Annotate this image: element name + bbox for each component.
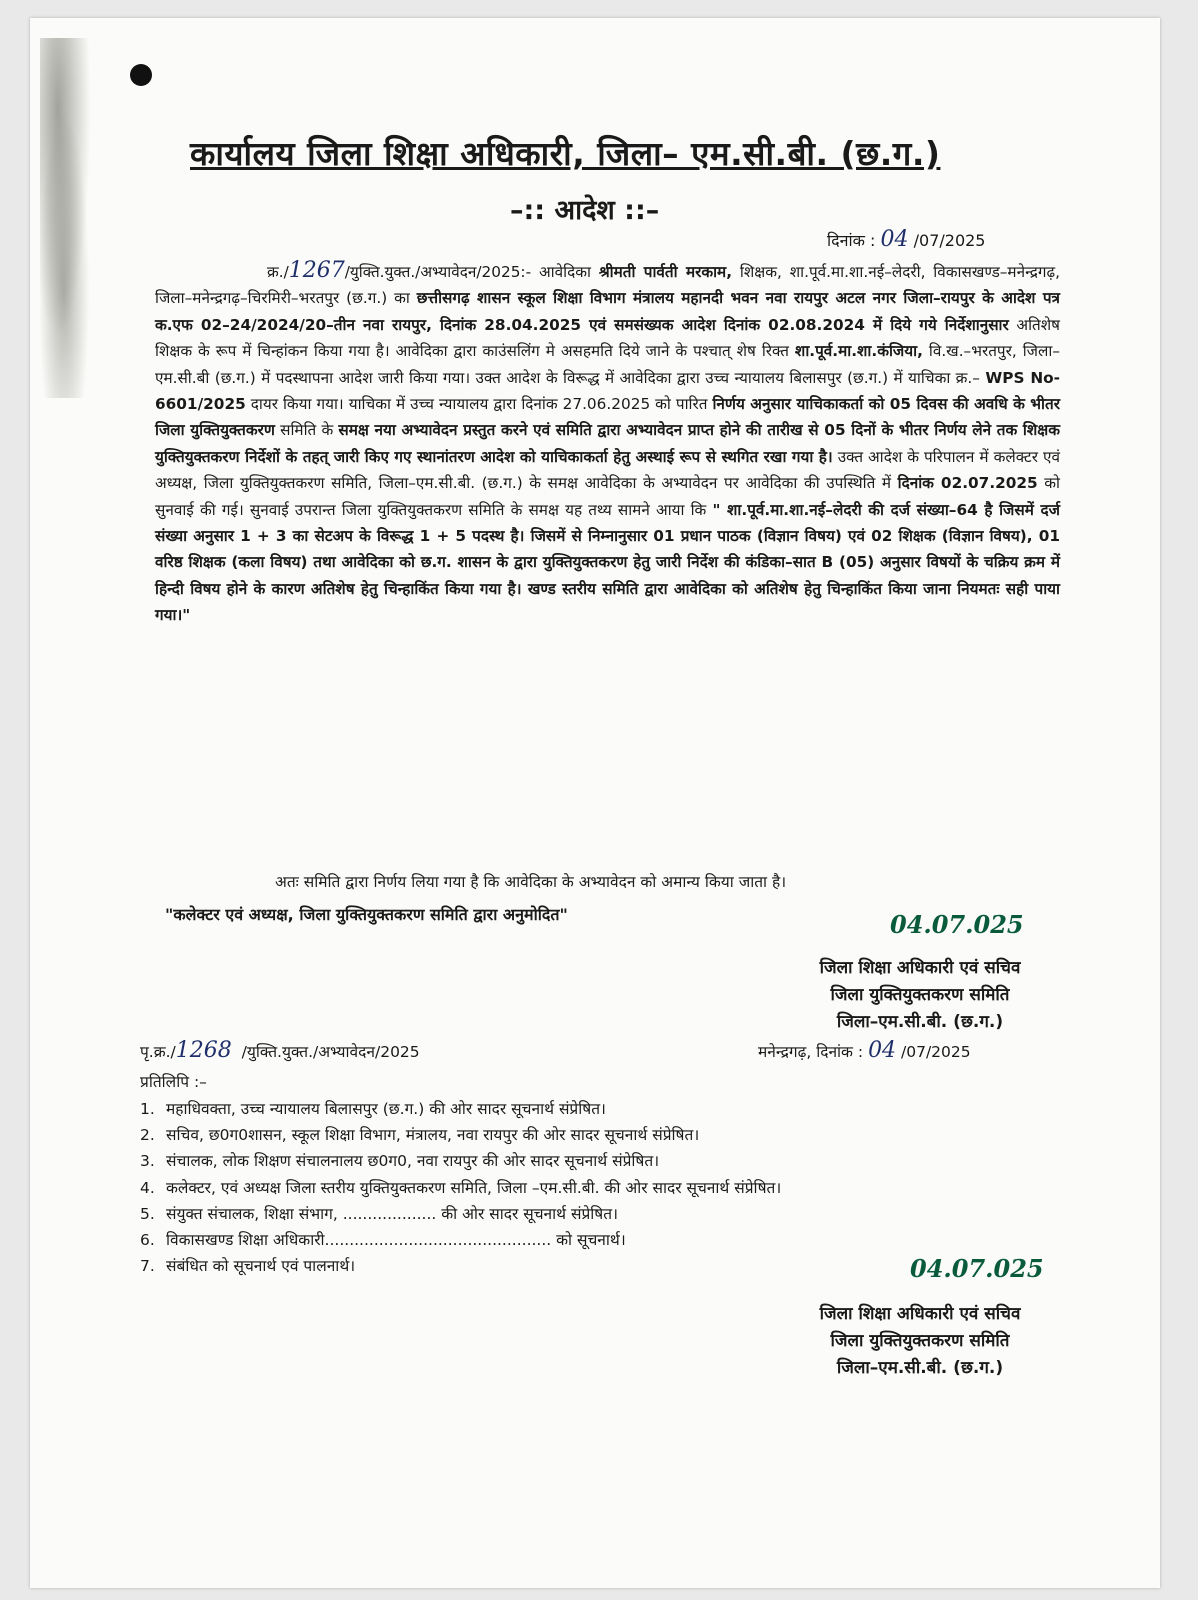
signatory-line-3: जिला–एम.सी.बी. (छ.ग.)	[836, 1012, 1004, 1032]
signature-date-2: 04.07.025	[910, 1254, 1044, 1283]
hearing-date: दिनांक 02.07.2025	[897, 474, 1038, 493]
body-text: आवेदिका	[539, 263, 599, 281]
list-item: 4. कलेक्टर, एवं अध्यक्ष जिला स्तरीय युक्तियुक्तकरण समिति, जिला –एम.सी.बी. की ओर सादर सूचनार्थ संप्रेषित।	[140, 1178, 782, 1197]
copy-label: प्रतिलिपि :–	[140, 1073, 207, 1091]
list-item: 7. संबंधित को सूचनार्थ एवं पालनार्थ।	[140, 1257, 356, 1276]
list-item: 5. संयुक्त संचालक, शिक्षा संभाग, ................... की ओर सादर सूचनार्थ संप्रेषित।	[140, 1204, 618, 1223]
committee-finding: " शा.पूर्व.मा.शा.नई–लेदरी की दर्ज संख्या–64 है जिसमें दर्ज संख्या अनुसार 1 + 3 का सेटअप के विरूद्ध 1 + 5 पदस्थ है। जिसमें से निम्नानुसार 01 प्रधान पाठक (विज्ञान विषय) एवं 02 शिक्षक (विज्ञान विषय), 01 वरिष्ठ शिक्षक (कला विषय) तथा आवेदिका को छ.ग. शासन के द्वारा युक्तियुक्तकरण हेतु जारी निर्देश की कंडिका–सात B (05) अनुसार विषयों के चक्रिय क्रम में हिन्दी विषय होने के कारण अतिशेष हेतु चिन्हाकिंत किया गया है। खण्ड स्तरीय समिति द्वारा आवेदिका को अतिशेष हेतु चिन्हाकिंत किया जाना नियमतः सही पाया गया।"	[155, 500, 1060, 625]
copy-ref-prefix: पृ.क्र./	[140, 1043, 176, 1061]
copy-reference	[140, 1038, 420, 1063]
list-item: 1. महाधिवक्ता, उच्च न्यायालय बिलासपुर (छ.ग.) की ओर सादर सूचनार्थ संप्रेषित।	[140, 1100, 606, 1118]
signature-date-1: 04.07.025	[890, 910, 1024, 939]
date-label: दिनांक :	[827, 231, 876, 250]
list-item: 3. संचालक, लोक शिक्षण संचालनालय छ0ग0, नवा रायपुर की ओर सादर सूचनार्थ संप्रेषित।	[140, 1152, 660, 1171]
approval-note: "कलेक्टर एवं अध्यक्ष, जिला युक्तियुक्तकरण समिति द्वारा अनुमोदित"	[165, 905, 568, 924]
date-rest: /07/2025	[913, 231, 986, 250]
list-item: 2. सचिव, छ0ग0शासन, स्कूल शिक्षा विभाग, मंत्रालय, नवा रायपुर की ओर सादर सूचनार्थ संप्रेषित।	[140, 1126, 700, 1145]
petition-number: WPS No- 6601/2025	[155, 368, 1060, 414]
order-heading: –:: आदेश ::–	[510, 195, 660, 226]
signatory-line-3: जिला–एम.सी.बी. (छ.ग.)	[836, 1358, 1004, 1378]
order-ref-prefix: क्र./	[267, 263, 289, 281]
copy-ref-suffix: /युक्ति.युक्त./अभ्यावेदन/2025	[241, 1043, 420, 1061]
body-text-bold: छत्तीसगढ़ शासन स्कूल शिक्षा विभाग मंत्रालय महानदी भवन नवा रायपुर अटल नगर जिला–रायपुर के आदेश पत्र क.एफ 02–24/2024/20–तीन नवा रायपुर, दिनांक 28.04.2025 एवं समसंख्यक आदेश दिनांक 02.08.2024 में दिये गये निर्देशानुसार	[155, 289, 1060, 334]
body-text: को सुनवाई की गई। सुनवाई उपरान्त जिला युक्तियुक्तकरण समिति के समक्ष यह तथ्य सामने आया कि	[155, 474, 1060, 519]
signature-block-2	[760, 1254, 1080, 1382]
punch-hole	[130, 64, 152, 86]
body-text: दायर किया गया। याचिका में उच्च न्यायालय द्वारा दिनांक 27.06.2025 को पारित	[245, 395, 713, 414]
body-text-bold: श्रीमती पार्वती मरकाम,	[598, 263, 733, 281]
order-number-handwritten: 1267	[288, 258, 345, 283]
place-date-day-handwritten: 04	[868, 1038, 897, 1063]
copy-list	[140, 1096, 781, 1279]
signatory-line-1: जिला शिक्षा अधिकारी एवं सचिव	[819, 958, 1021, 978]
order-date	[827, 227, 985, 252]
body-text-bold: निर्णय अनुसार याचिकाकर्ता को 05 दिवस की अवधि के भीतर जिला युक्तियुक्तकरण	[155, 395, 1060, 440]
date-day-handwritten: 04	[880, 227, 909, 252]
body-text: अतिशेष शिक्षक के रूप में चिन्हांकन किया गया है। आवेदिका द्वारा काउंसलिंग मे असहमति दिये जाने के पश्चात् शेष रिक्त	[155, 315, 1060, 361]
place-date-rest: /07/2025	[901, 1043, 971, 1061]
body-text: वि.ख.–भरतपुर, जिला–एम.सी.बी (छ.ग.) में पदस्थापना आदेश जारी किया गया। उक्त आदेश के विरूद्ध में आवेदिका द्वारा उच्च न्यायालय बिलासपुर (छ.ग.) में याचिका क्र.–	[155, 342, 1060, 387]
signature-block-1	[760, 910, 1080, 1036]
decision-text: अतः समिति द्वारा निर्णय लिया गया है कि आवेदिका के अभ्यावेदन को अमान्य किया जाता है।	[275, 873, 787, 891]
body-text: उक्त आदेश के परिपालन में कलेक्टर एवं अध्यक्ष, जिला युक्तियुक्तकरण समिति, जिला–एम.सी.बी. (छ.ग.) के समक्ष आवेदिका के अभ्यावेदन पर आवेदिका की उपस्थिति में	[155, 447, 1060, 493]
copy-number-handwritten: 1268	[175, 1038, 232, 1063]
list-item: 6. विकासखण्ड शिक्षा अधिकारी.............................................. को सूचनार्थ।	[140, 1231, 626, 1250]
signatory-line-1: जिला शिक्षा अधिकारी एवं सचिव	[819, 1304, 1021, 1324]
body-text: शिक्षक, शा.पूर्व.मा.शा.नई–लेदरी, विकासखण्ड–मनेन्द्रगढ़, जिला–मनेन्द्रगढ़–चिरमिरी–भरतपुर (छ.ग.) का	[155, 263, 1061, 308]
place-date-label: मनेन्द्रगढ़, दिनांक :	[758, 1043, 864, 1061]
document-page	[30, 18, 1160, 1588]
order-ref-suffix: /युक्ति.युक्त./अभ्यावेदन/2025:-	[344, 263, 532, 281]
signatory-line-2: जिला युक्तियुक्तकरण समिति	[830, 985, 1010, 1005]
body-text-bold: समक्ष नया अभ्यावेदन प्रस्तुत करने एवं समिति द्वारा अभ्यावेदन प्राप्त होने की तारीख से 05 दिनों के भीतर निर्णय लेने तक शिक्षक युक्तियुक्तकरण निर्देशों के तहत् जारी किए गए स्थानांतरण आदेश को याचिकाकर्ता हेतु अस्थाई रूप से स्थगित रखा गया है।	[155, 421, 1061, 466]
order-body	[155, 258, 1060, 629]
place-date	[758, 1038, 971, 1063]
signatory-line-2: जिला युक्तियुक्तकरण समिति	[830, 1331, 1010, 1351]
scan-smudge	[40, 38, 100, 398]
body-text-bold: शा.पूर्व.मा.शा.कंजिया,	[794, 342, 923, 361]
office-title: कार्यालय जिला शिक्षा अधिकारी, जिला– एम.सी.बी. (छ.ग.)	[190, 134, 941, 173]
body-text: समिति के	[274, 421, 339, 440]
